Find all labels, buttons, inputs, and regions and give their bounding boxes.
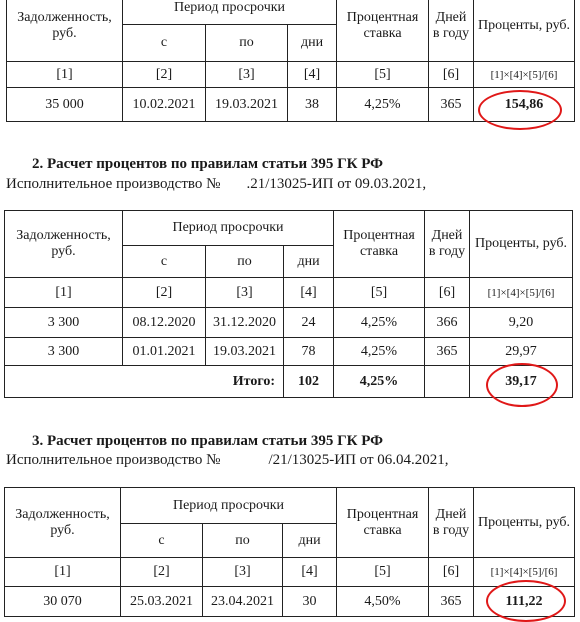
header-from: с	[123, 246, 206, 278]
col-index-3: [3]	[206, 278, 284, 308]
section-2-subtitle	[6, 176, 426, 193]
total-days: 102	[284, 366, 334, 398]
cell-days-year: 365	[425, 338, 470, 366]
section-3-subtitle-a: Исполнительное производство №	[6, 452, 221, 468]
header-debt: Задолженность, руб.	[5, 211, 123, 278]
col-index-5: [5]	[334, 278, 425, 308]
table-row	[5, 338, 573, 366]
header-rate: Процентная ставка	[337, 0, 429, 62]
cell-from: 10.02.2021	[123, 88, 206, 122]
cell-to: 23.04.2021	[203, 587, 283, 617]
section-3-heading: 3. Расчет процентов по правилам статьи 395 ГК РФ	[32, 433, 384, 449]
cell-debt: 35 000	[7, 88, 123, 122]
cell-debt: 30 070	[5, 587, 121, 617]
table-row	[5, 308, 573, 338]
cell-debt: 3 300	[5, 308, 123, 338]
col-index-5: [5]	[337, 558, 429, 587]
cell-days-year: 365	[429, 587, 474, 617]
cell-days-year: 366	[425, 308, 470, 338]
cell-days: 38	[288, 88, 337, 122]
col-index-4: [4]	[283, 558, 337, 587]
section-3-subtitle	[6, 452, 449, 469]
col-index-formula: [1]×[4]×[5]/[6]	[474, 558, 575, 587]
cell-to: 19.03.2021	[206, 88, 288, 122]
interest-table-1	[6, 0, 575, 122]
col-index-formula: [1]×[4]×[5]/[6]	[474, 62, 575, 88]
header-rate: Процентная ставка	[334, 211, 425, 278]
col-index-4: [4]	[284, 278, 334, 308]
header-interest: Проценты, руб.	[474, 488, 575, 558]
cell-debt: 3 300	[5, 338, 123, 366]
cell-days: 30	[283, 587, 337, 617]
table-row	[5, 587, 575, 617]
cell-to: 19.03.2021	[206, 338, 284, 366]
col-index-6: [6]	[429, 62, 474, 88]
cell-rate: 4,25%	[337, 88, 429, 122]
section-2-subtitle-b: .21/13025-ИП от 09.03.2021,	[246, 176, 427, 192]
col-index-1: [1]	[7, 62, 123, 88]
cell-interest: 9,20	[470, 308, 573, 338]
section-2-subtitle-a: Исполнительное производство №	[6, 176, 221, 192]
header-interest: Проценты, руб.	[470, 211, 573, 278]
cell-days: 78	[284, 338, 334, 366]
header-period: Период просрочки	[123, 0, 337, 25]
cell-days: 24	[284, 308, 334, 338]
cell-from: 08.12.2020	[123, 308, 206, 338]
col-index-6: [6]	[429, 558, 474, 587]
total-label: Итого:	[5, 366, 284, 398]
cell-from: 25.03.2021	[121, 587, 203, 617]
interest-table-2	[4, 210, 573, 398]
section-3-subtitle-b: /21/13025-ИП от 06.04.2021,	[268, 452, 449, 468]
header-to: по	[206, 246, 284, 278]
cell-interest: 154,86	[474, 88, 575, 122]
header-from: с	[121, 524, 203, 558]
header-days-year: Дней в году	[425, 211, 470, 278]
cell-interest: 29,97	[470, 338, 573, 366]
cell-rate: 4,50%	[337, 587, 429, 617]
header-to: по	[206, 25, 288, 62]
cell-rate: 4,25%	[334, 338, 425, 366]
col-index-3: [3]	[206, 62, 288, 88]
cell-from: 01.01.2021	[123, 338, 206, 366]
header-period: Период просрочки	[121, 488, 337, 524]
col-index-1: [1]	[5, 278, 123, 308]
total-rate: 4,25%	[334, 366, 425, 398]
cell-interest: 111,22	[474, 587, 575, 617]
total-row	[5, 366, 573, 398]
col-index-2: [2]	[123, 62, 206, 88]
section-2-heading: 2. Расчет процентов по правилам статьи 395 ГК РФ	[32, 156, 384, 172]
col-index-4: [4]	[288, 62, 337, 88]
header-to: по	[203, 524, 283, 558]
cell-rate: 4,25%	[334, 308, 425, 338]
col-index-1: [1]	[5, 558, 121, 587]
header-period: Период просрочки	[123, 211, 334, 246]
col-index-2: [2]	[121, 558, 203, 587]
header-interest: Проценты, руб.	[474, 0, 575, 62]
header-days: дни	[284, 246, 334, 278]
header-days-year: Дней в году	[429, 488, 474, 558]
total-interest: 39,17	[470, 366, 573, 398]
header-from: с	[123, 25, 206, 62]
interest-table-3	[4, 487, 575, 617]
cell-to: 31.12.2020	[206, 308, 284, 338]
cell-days-year: 365	[429, 88, 474, 122]
table-row	[7, 88, 575, 122]
header-days: дни	[288, 25, 337, 62]
header-debt: Задолженность, руб.	[7, 0, 123, 62]
col-index-formula: [1]×[4]×[5]/[6]	[470, 278, 573, 308]
col-index-3: [3]	[203, 558, 283, 587]
header-days: дни	[283, 524, 337, 558]
col-index-2: [2]	[123, 278, 206, 308]
col-index-5: [5]	[337, 62, 429, 88]
col-index-6: [6]	[425, 278, 470, 308]
header-debt: Задолженность, руб.	[5, 488, 121, 558]
total-days-year	[425, 366, 470, 398]
header-days-year: Дней в году	[429, 0, 474, 62]
header-rate: Процентная ставка	[337, 488, 429, 558]
